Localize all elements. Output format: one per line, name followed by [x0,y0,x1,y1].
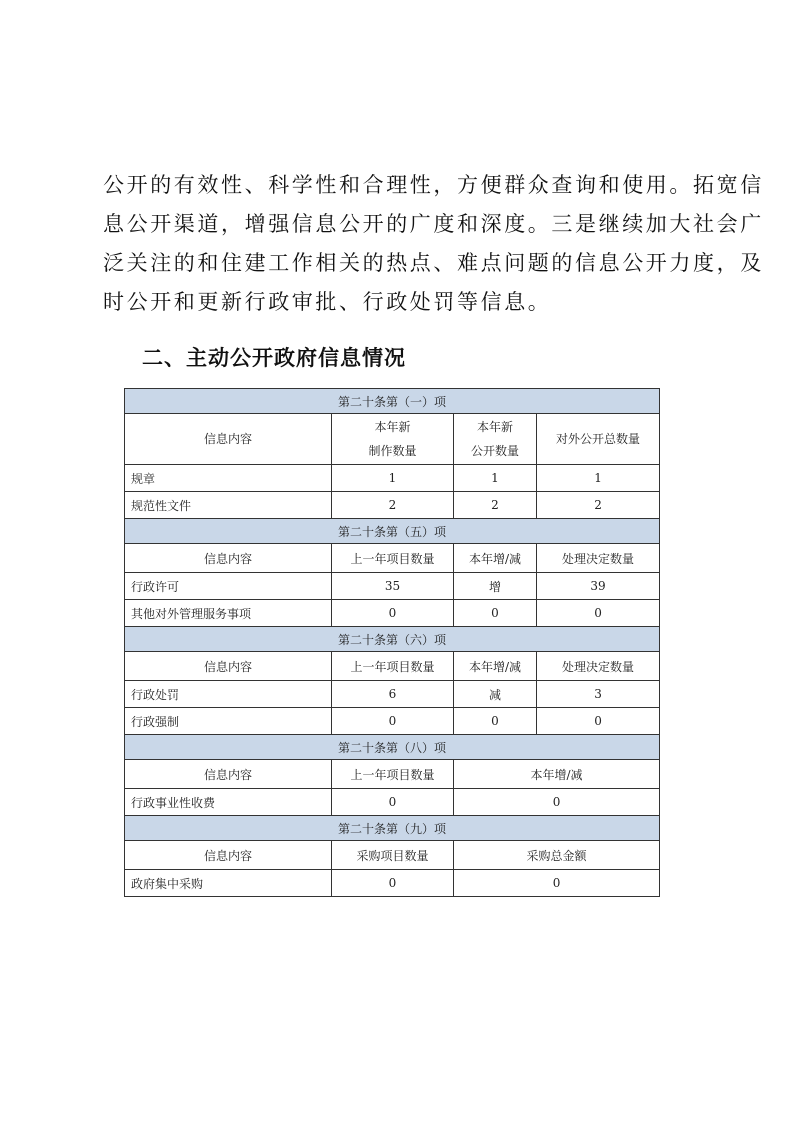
table-row [125,600,660,627]
row-label: 行政强制 [125,708,332,735]
row-value: 3 [537,681,660,708]
header-cell: 信息内容 [125,414,332,465]
info-disclosure-table [124,388,660,897]
header-cell: 上一年项目数量 [332,760,454,789]
row-value: 0 [454,600,537,627]
row-value: 减 [454,681,537,708]
row-value: 2 [332,492,454,519]
section-row [125,519,660,544]
row-value: 6 [332,681,454,708]
paragraph-line: 息公开渠道，增强信息公开的广度和深度。三是继续加大社会广 [103,212,764,236]
table-row [125,573,660,600]
row-label: 其他对外管理服务事项 [125,600,332,627]
table-row [125,492,660,519]
row-value: 1 [454,465,537,492]
header-row [125,760,660,789]
row-label: 行政许可 [125,573,332,600]
header-cell: 本年增/减 [454,760,660,789]
row-value: 0 [332,600,454,627]
header-cell: 上一年项目数量 [332,544,454,573]
header-cell: 本年增/减 [454,652,537,681]
section-title: 第二十条第（五）项 [125,519,660,544]
row-value: 2 [454,492,537,519]
body-paragraph [103,166,764,322]
paragraph-line: 公开的有效性、科学性和合理性，方便群众查询和使用。拓宽信 [103,173,764,197]
row-value: 1 [537,465,660,492]
section-title: 第二十条第（一）项 [125,389,660,414]
row-label: 政府集中采购 [125,870,332,897]
row-label: 行政处罚 [125,681,332,708]
row-value: 0 [537,708,660,735]
header-cell: 采购项目数量 [332,841,454,870]
header-cell: 本年新 公开数量 [454,414,537,465]
row-value: 2 [537,492,660,519]
header-cell: 信息内容 [125,652,332,681]
header-cell: 采购总金额 [454,841,660,870]
section-heading: 二、主动公开政府信息情况 [142,346,406,370]
section-row [125,627,660,652]
section-title: 第二十条第（九）项 [125,816,660,841]
header-cell: 本年增/减 [454,544,537,573]
header-cell: 信息内容 [125,760,332,789]
row-label: 行政事业性收费 [125,789,332,816]
table-row [125,465,660,492]
header-cell: 信息内容 [125,544,332,573]
header-row [125,544,660,573]
section-row [125,816,660,841]
header-row [125,414,660,465]
header-cell: 本年新 制作数量 [332,414,454,465]
header-row [125,841,660,870]
row-label: 规范性文件 [125,492,332,519]
row-value: 增 [454,573,537,600]
paragraph-line: 泛关注的和住建工作相关的热点、难点问题的信息公开力度，及 [103,251,764,275]
row-value: 0 [332,708,454,735]
row-value: 35 [332,573,454,600]
row-value: 0 [332,870,454,897]
section-row [125,735,660,760]
header-cell: 处理决定数量 [537,652,660,681]
row-value: 0 [454,708,537,735]
header-cell: 对外公开总数量 [537,414,660,465]
row-value: 39 [537,573,660,600]
section-title: 第二十条第（六）项 [125,627,660,652]
table-row [125,870,660,897]
row-value: 0 [332,789,454,816]
row-value: 0 [454,870,660,897]
row-value: 1 [332,465,454,492]
row-value: 0 [454,789,660,816]
table-row [125,681,660,708]
row-value: 0 [537,600,660,627]
section-row [125,389,660,414]
header-cell: 处理决定数量 [537,544,660,573]
table-row [125,789,660,816]
header-row [125,652,660,681]
header-cell: 信息内容 [125,841,332,870]
header-cell: 上一年项目数量 [332,652,454,681]
section-title: 第二十条第（八）项 [125,735,660,760]
table-row [125,708,660,735]
paragraph-line: 时公开和更新行政审批、行政处罚等信息。 [103,290,552,314]
row-label: 规章 [125,465,332,492]
